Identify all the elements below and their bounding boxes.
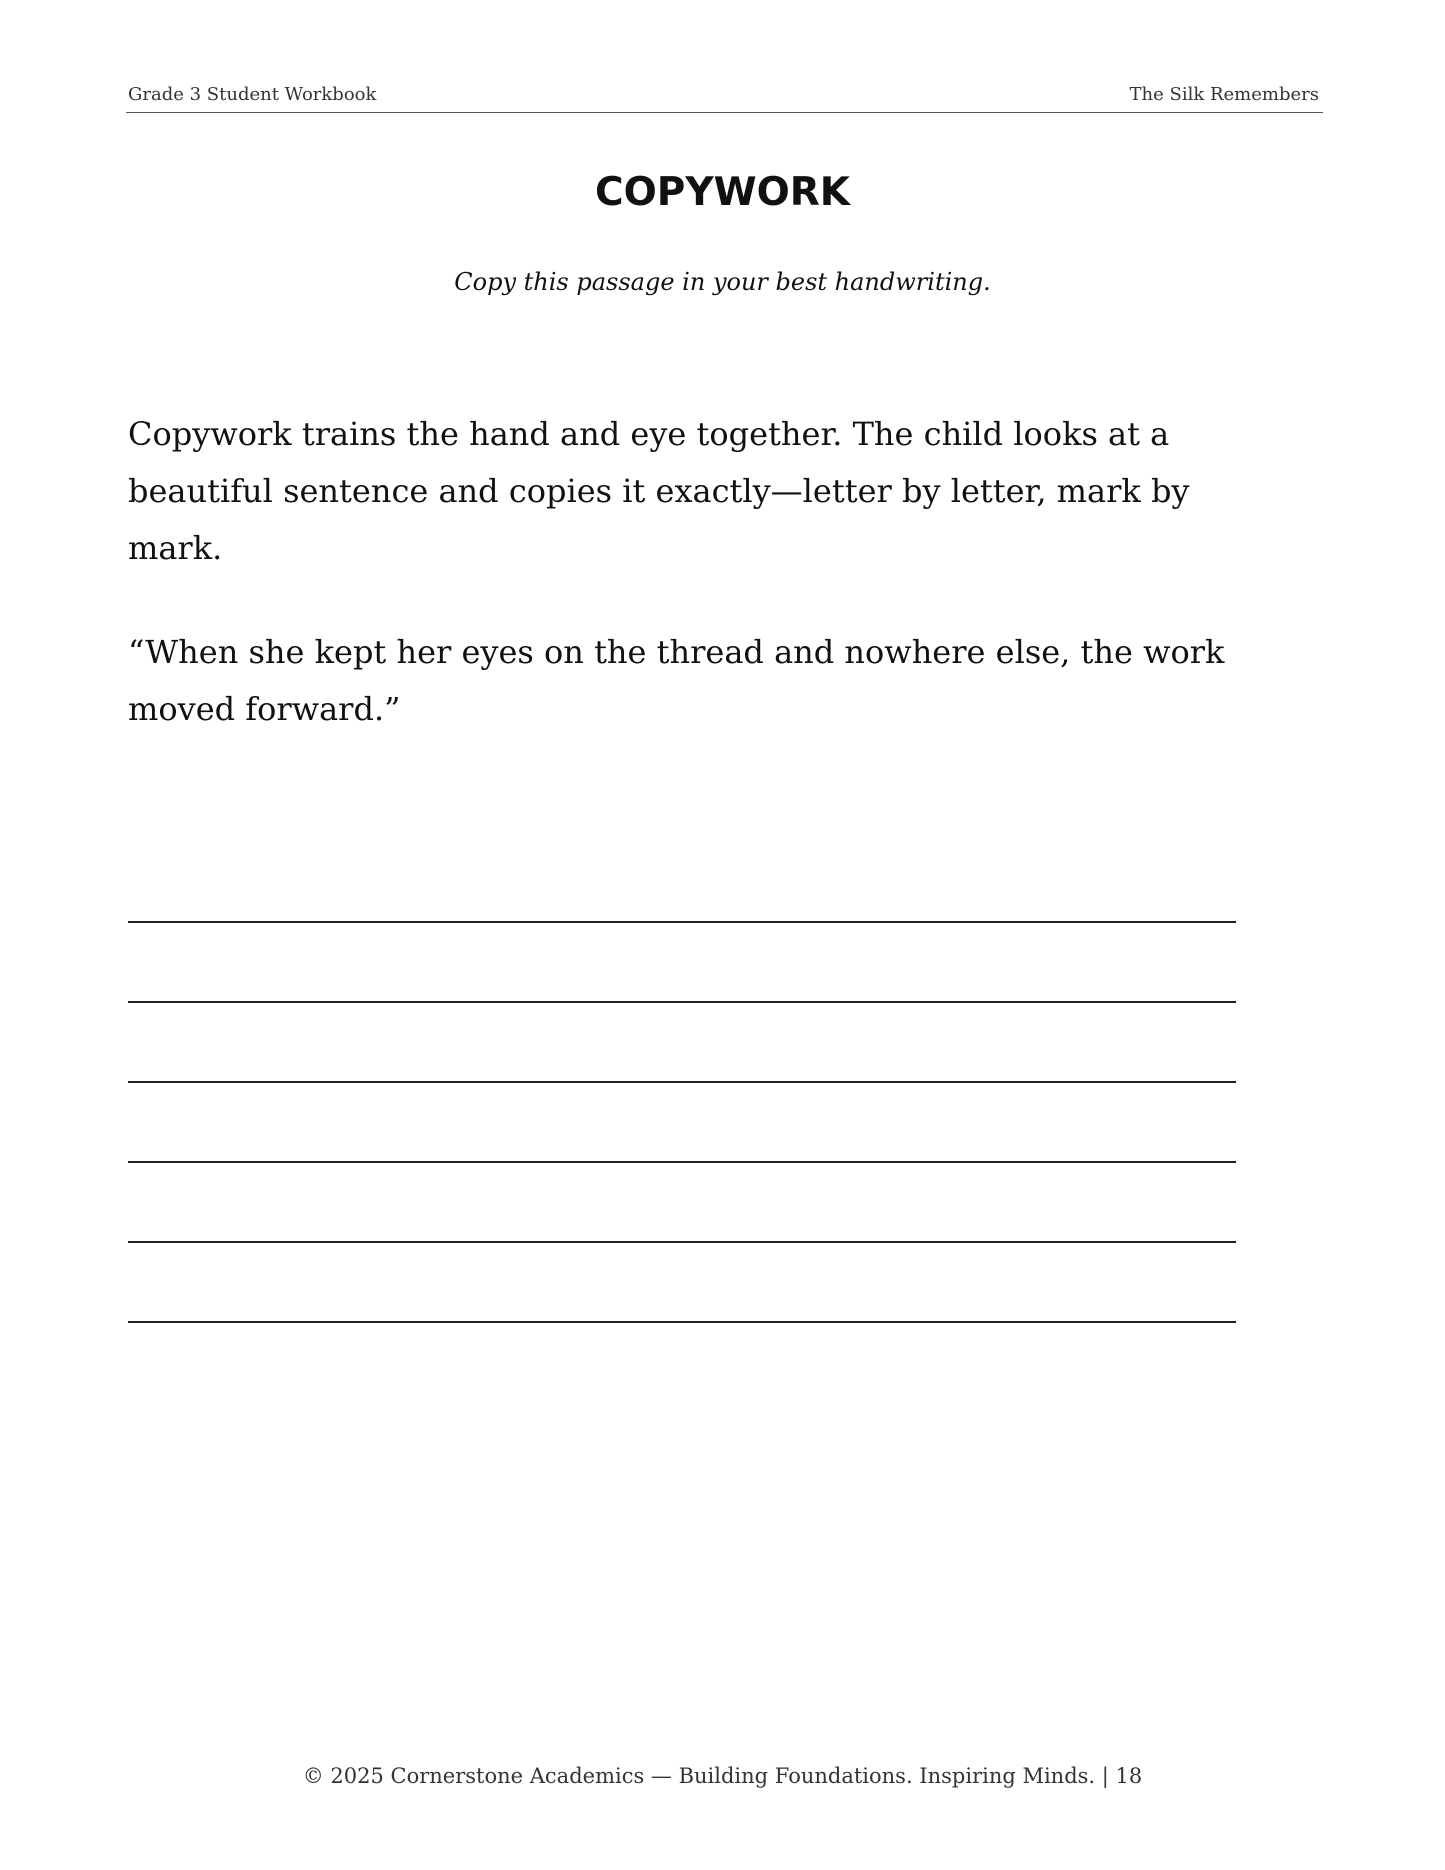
writing-line[interactable] — [128, 1083, 1236, 1163]
writing-line[interactable] — [128, 923, 1236, 1003]
writing-line[interactable] — [128, 1163, 1236, 1243]
writing-line[interactable] — [128, 1003, 1236, 1083]
copy-passage: “When she kept her eyes on the thread and nowhere else, the work moved forward.” — [128, 633, 1225, 728]
writing-line[interactable] — [128, 843, 1236, 923]
book-title: The Silk Remembers — [1129, 84, 1319, 105]
page-header — [126, 84, 1323, 113]
writing-line[interactable] — [128, 1243, 1236, 1323]
workbook-label: Grade 3 Student Workbook — [128, 84, 377, 105]
instruction-text: Copy this passage in your best handwriting. — [454, 268, 991, 296]
handwriting-area[interactable] — [128, 843, 1236, 1323]
intro-paragraph: Copywork trains the hand and eye together. The child looks at a beautiful sentence and copies it exactly—letter by letter, mark by mark. — [128, 415, 1190, 567]
page-title: COPYWORK — [594, 170, 851, 215]
page-footer: © 2025 Cornerstone Academics — Building Foundations. Inspiring Minds. | 18 — [302, 1764, 1143, 1788]
